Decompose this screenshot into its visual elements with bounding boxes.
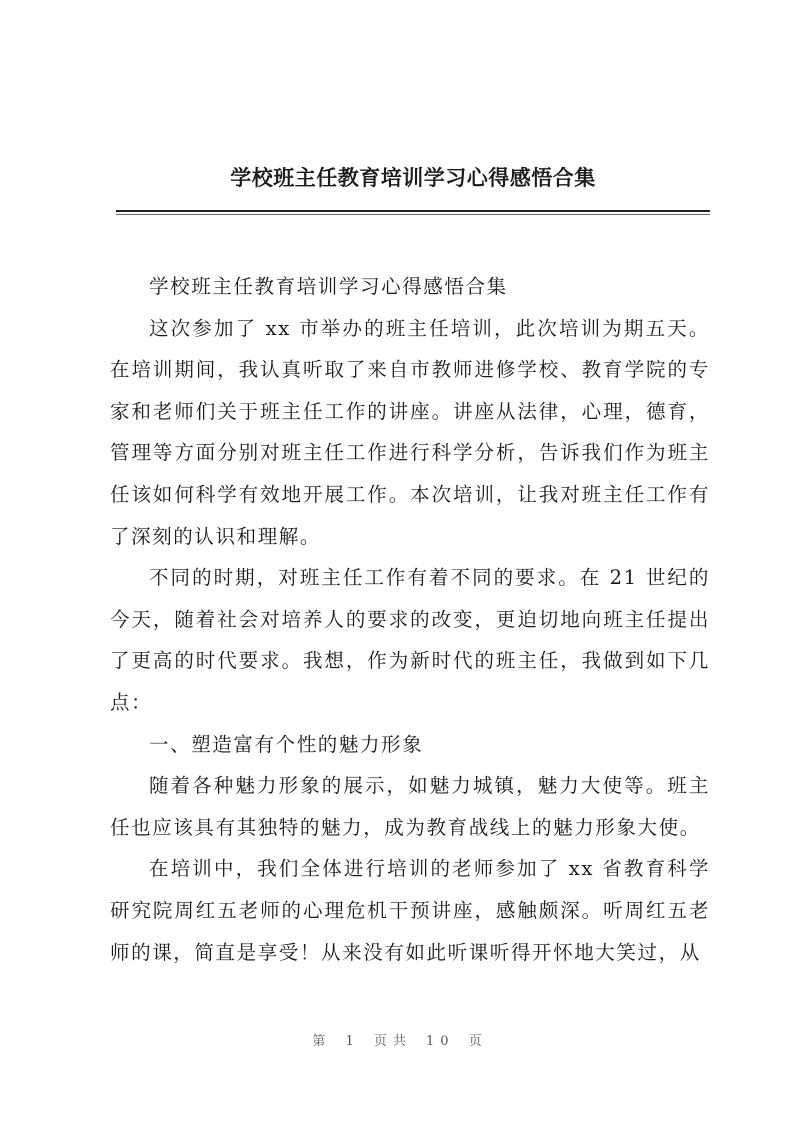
body-paragraph: 随着各种魅力形象的展示，如魅力城镇，魅力大使等。班主任也应该具有其独特的魅力，成为教育战线上的魅力形象大使。 [110,774,710,839]
section-heading: 一、塑造富有个性的魅力形象 [149,732,424,756]
title-divider [116,210,710,212]
document-header [116,160,710,196]
footer-suffix: 页 [468,1034,488,1049]
body-paragraph: 学校班主任教育培训学习心得感悟合集 [149,275,508,298]
document-body [110,266,710,973]
document-title: 学校班主任教育培训学习心得感悟合集 [230,165,596,190]
body-paragraph: 不同的时期，对班主任工作有着不同的要求。在 21 世纪的今天，随着社会对培养人的要求的改变，更迫切地向班主任提出了更高的时代要求。我想，作为新时代的班主任，我做到如下几点： [110,566,710,714]
body-paragraph: 这次参加了 xx 市举办的班主任培训，此次培训为期五天。在培训期间，我认真听取了来自市教师进修学校、教育学院的专家和老师们关于班主任工作的讲座。讲座从法律，心理，德育，管理等方面分别对班主任工作进行科学分析，告诉我们作为班主任该如何科学有效地开展工作。本次培训，让我对班主任工作有了深刻的认识和理解。 [110,316,710,548]
page-footer [0,1030,800,1049]
title-divider-thin [116,214,710,215]
footer-middle: 页共 [373,1034,412,1049]
footer-total-pages: 10 [426,1034,455,1049]
footer-page-number: 1 [345,1034,360,1049]
body-paragraph: 在培训中，我们全体进行培训的老师参加了 xx 省教育科学研究院周红五老师的心理危机干预讲座，感触颇深。听周红五老师的课，简直是享受！从来没有如此听课听得开怀地大笑过，从 [110,857,710,964]
footer-prefix: 第 [312,1034,332,1049]
